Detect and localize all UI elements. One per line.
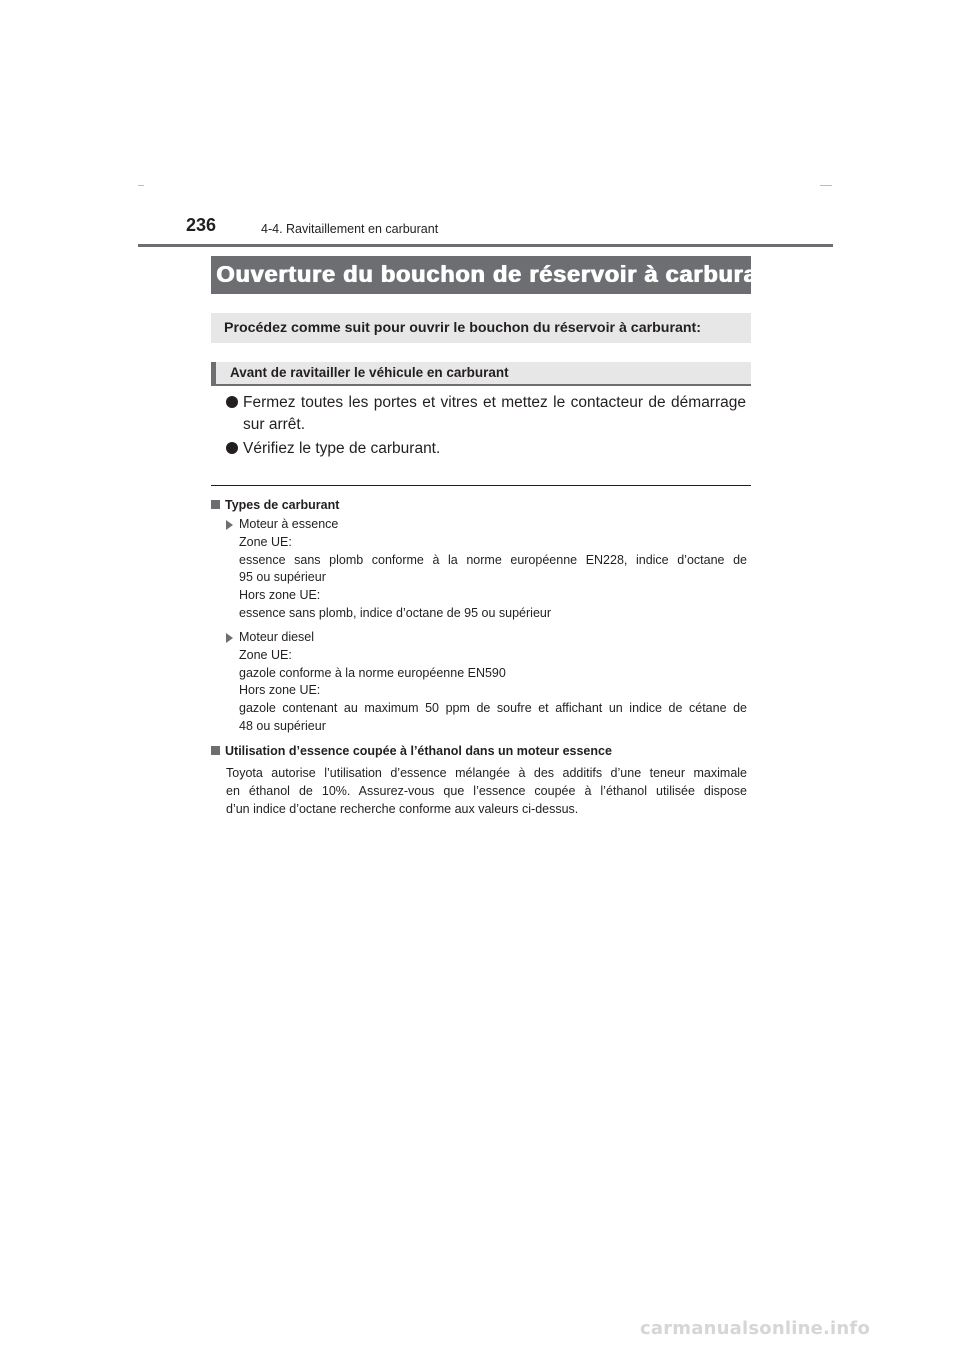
note-heading-ethanol: [211, 743, 612, 759]
note-subtitle: Moteur à essence: [239, 517, 339, 531]
note-block-petrol: [226, 516, 747, 623]
intro-text: Procédez comme suit pour ouvrir le bouchon du réservoir à carburant:: [224, 320, 701, 336]
zone-label: Hors zone UE:: [239, 588, 321, 603]
bullet-text: Fermez toutes les portes et vitres et mettez le contacteur de démarrage: [243, 394, 746, 411]
zone-text: essence sans plomb conforme à la norme européenne EN228, indice d’octane de: [239, 552, 747, 567]
zone-text: essence sans plomb, indice d’octane de 95 ou supérieur: [239, 605, 552, 620]
note-block-diesel: [226, 629, 747, 736]
bullet-dot-icon: [226, 442, 238, 454]
bullet-text: Vérifiez le type de carburant.: [243, 440, 441, 457]
zone-label: Zone UE:: [239, 534, 292, 549]
notes-divider: [211, 485, 751, 486]
zone-text-continued: 95 ou supérieur: [239, 570, 326, 585]
bullet-item: [226, 438, 746, 460]
section-label: 4-4. Ravitaillement en carburant: [261, 222, 439, 236]
main-title: Ouverture du bouchon de réservoir à carburant: [216, 261, 781, 287]
subsection-bar: [211, 362, 751, 386]
bullet-text-continued: sur arrêt.: [243, 416, 306, 433]
page-number: 236: [186, 215, 217, 235]
zone-label: Zone UE:: [239, 647, 292, 662]
note-heading-text: Utilisation d’essence coupée à l’éthanol dans un moteur essence: [225, 744, 612, 758]
triangle-bullet-icon: [226, 633, 233, 643]
bullet-item: [226, 392, 746, 436]
subsection-title: Avant de ravitailler le véhicule en carburant: [230, 365, 509, 380]
zone-text: gazole conforme à la norme européenne EN590: [239, 665, 506, 680]
note-heading-text: Types de carburant: [225, 498, 340, 512]
square-bullet-icon: [211, 746, 220, 755]
note-subtitle: Moteur diesel: [239, 630, 315, 644]
note-paragraph-ethanol: [226, 765, 747, 818]
bullet-dot-icon: [226, 396, 238, 408]
paragraph-line: Toyota autorise l’utilisation d’essence mélangée à des additifs d’une teneur maximale: [226, 766, 747, 780]
crop-mark-left: [138, 185, 144, 186]
triangle-bullet-icon: [226, 520, 233, 530]
note-heading-fuel-types: [211, 497, 339, 513]
zone-text-continued: 48 ou supérieur: [239, 718, 326, 733]
watermark: carmanualsonline.info: [640, 1318, 871, 1339]
square-bullet-icon: [211, 500, 220, 509]
intro-bar: [211, 313, 751, 343]
zone-text: gazole contenant au maximum 50 ppm de soufre et affichant un indice de cétane de: [239, 701, 747, 716]
header-rule: [138, 244, 833, 247]
main-title-bar: [211, 256, 781, 294]
paragraph-line: d’un indice d’octane recherche conforme aux valeurs ci-dessus.: [226, 801, 579, 816]
zone-label: Hors zone UE:: [239, 683, 321, 698]
crop-mark-right: [820, 185, 832, 186]
paragraph-line: en éthanol de 10%. Assurez-vous que l’essence coupée à l’éthanol utilisée dispose: [226, 783, 747, 798]
